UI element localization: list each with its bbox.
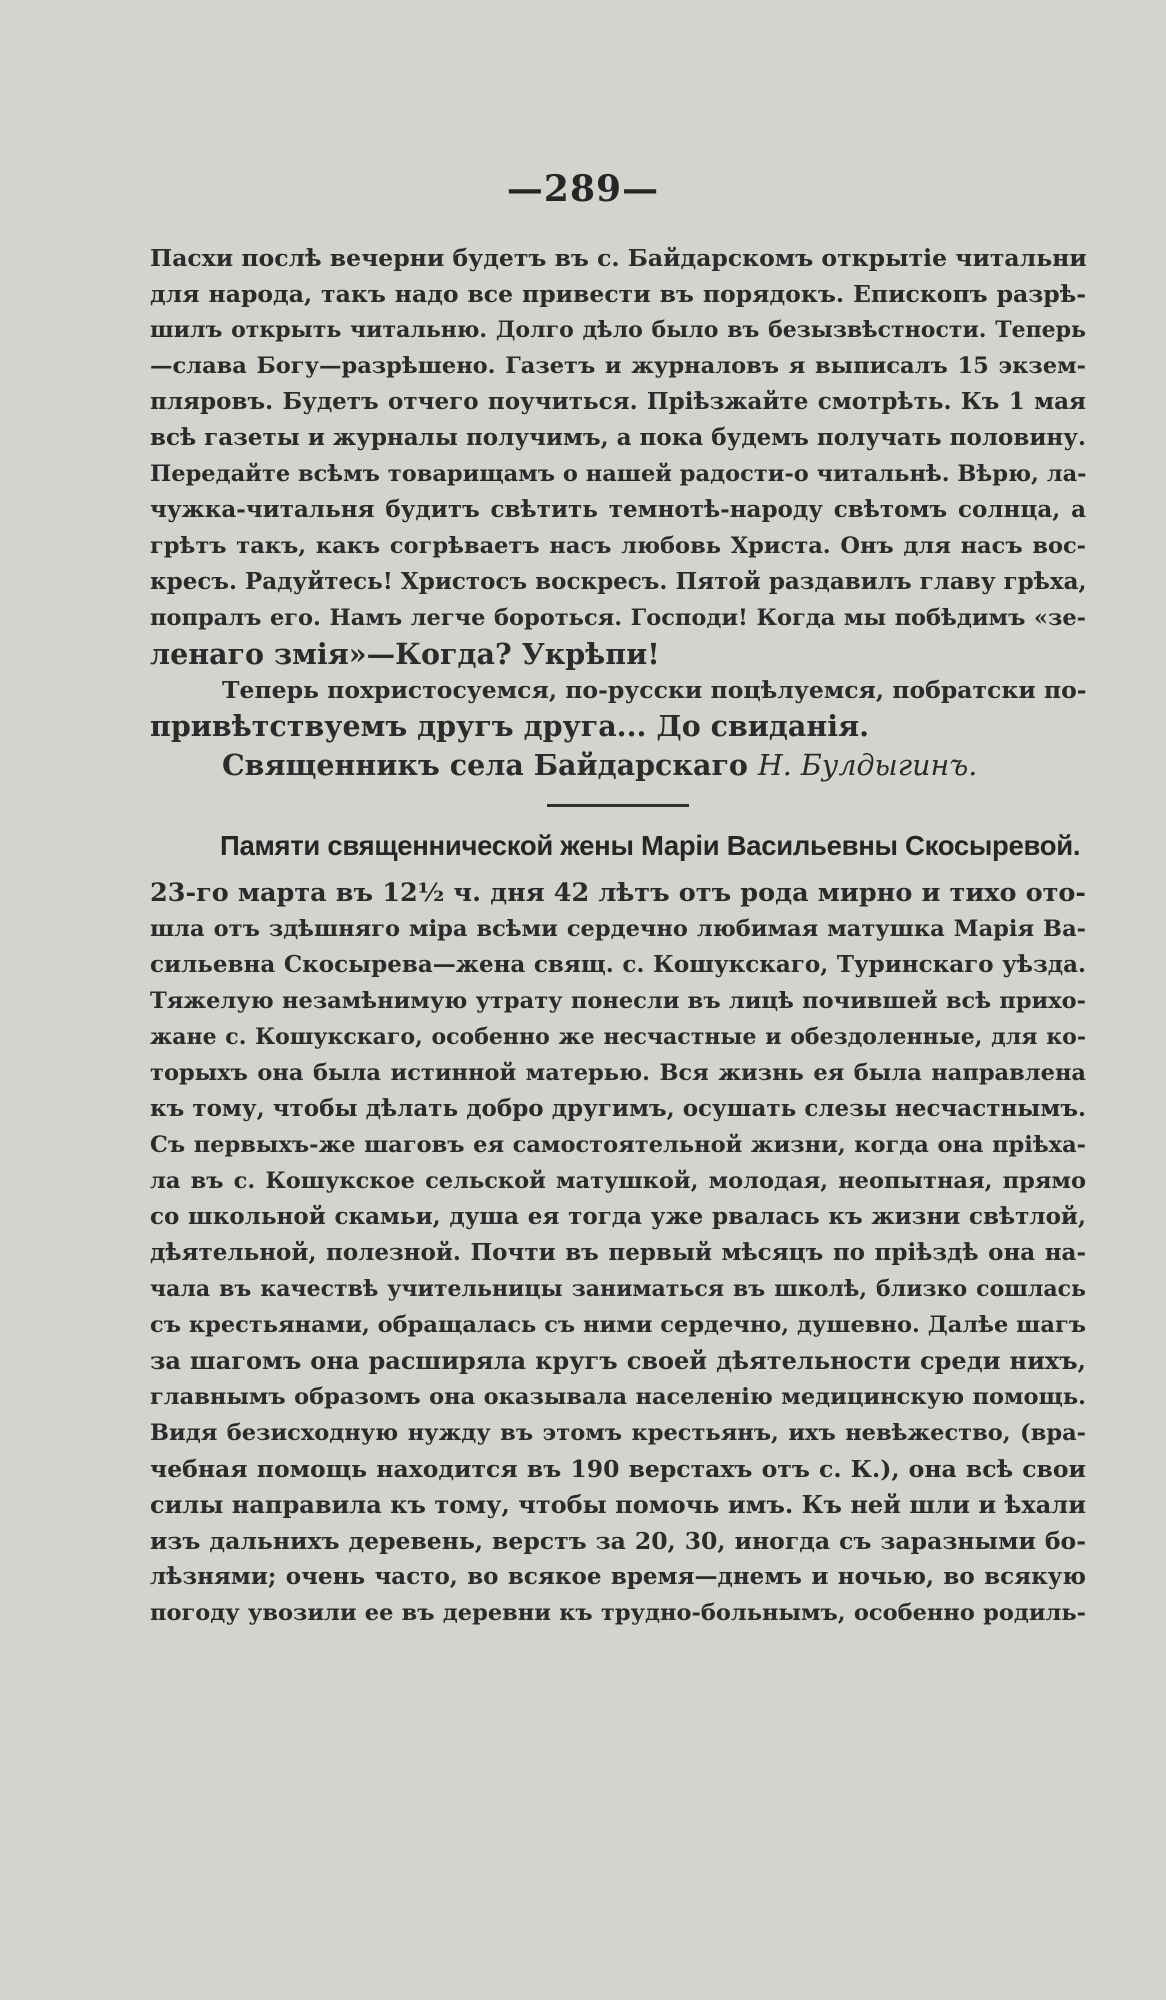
signature-prefix: Священникъ села Байдарскаго (222, 748, 748, 782)
letter-line: всѣ газеты и журналы получимъ, а пока будемъ получать половину. (150, 424, 1086, 451)
letter-line: шилъ открыть читальню. Долго дѣло было въ безызвѣстности. Теперь (150, 317, 1086, 343)
obituary-line: Видя безисходную нужду въ этомъ крестьянъ, ихъ невѣжество, (вра- (150, 1420, 1086, 1446)
obituary-line: чала въ качествѣ учительницы заниматься въ школѣ, близко сошлась (150, 1276, 1086, 1302)
obituary-line: за шагомъ она расширяла кругъ своей дѣятельности среди нихъ, (150, 1346, 1086, 1375)
obituary-line: 23-го марта въ 12½ ч. дня 42 лѣтъ отъ рода мирно и тихо ото- (150, 878, 1086, 908)
obituary-line: шла отъ здѣшняго міра всѣми сердечно любимая матушка Марія Ва- (150, 916, 1086, 942)
obituary-line: жане с. Кошукскаго, особенно же несчастные и обездоленные, для ко- (150, 1024, 1086, 1050)
obituary-line: лѣзнями; очень часто, во всякое время—днемъ и ночью, во всякую (150, 1563, 1086, 1590)
obituary-line: торыхъ она была истинной матерью. Вся жизнь ея была направлена (150, 1060, 1086, 1086)
letter-line: чужка-читальня будитъ свѣтить темнотѣ-народу свѣтомъ солнца, а (150, 496, 1086, 523)
letter-line: для народа, такъ надо все привести въ порядокъ. Епископъ разрѣ- (150, 280, 1086, 308)
obituary-line: изъ дальнихъ деревень, верстъ за 20, 30, иногда съ заразными бо- (150, 1527, 1086, 1555)
obituary-heading: Памяти священнической жены Маріи Васильевны Скосыревой. (220, 830, 1081, 861)
section-divider (547, 804, 689, 807)
letter-signature (222, 748, 1086, 783)
obituary-line: главнымъ образомъ она оказывала населенію медицинскую помощь. (150, 1384, 1086, 1410)
signature-author: Н. Булдыгинъ. (757, 749, 978, 782)
obituary-line: со школьной скамьи, душа ея тогда уже рвалась къ жизни свѣтлой, (150, 1203, 1086, 1230)
letter-line: Пасхи послѣ вечерни будетъ въ с. Байдарскомъ открытіе читальни (150, 244, 1087, 272)
page-number: —289— (506, 168, 660, 210)
obituary-line: съ крестьянами, обращалась съ ними сердечно, душевно. Далѣе шагъ (150, 1312, 1086, 1338)
letter-line: Передайте всѣмъ товарищамъ о нашей радости-о читальнѣ. Вѣрю, ла- (150, 461, 1087, 487)
letter-closing-line: привѣтствуемъ другъ друга... До свиданія. (150, 709, 870, 743)
letter-line: грѣтъ такъ, какъ согрѣваетъ насъ любовь Христа. Онъ для насъ вос- (150, 533, 1086, 559)
obituary-line: ла въ с. Кошукское сельской матушкой, молодая, неопытная, прямо (150, 1168, 1086, 1194)
letter-closing-line: Теперь похристосуемся, по-русски поцѣлуемся, побратски по- (222, 676, 1087, 704)
obituary-line: дѣятельной, полезной. Почти въ первый мѣсяцъ по пріѣздѣ она на- (150, 1239, 1086, 1266)
letter-line: ленаго змія»—Когда? Укрѣпи! (150, 637, 660, 671)
letter-line: —слава Богу—разрѣшено. Газетъ и журналовъ я выписалъ 15 экзем- (150, 353, 1086, 379)
obituary-line: чебная помощь находится въ 190 верстахъ отъ с. К.), она всѣ свои (150, 1455, 1086, 1483)
obituary-line: Съ первыхъ-же шаговъ ея самостоятельной жизни, когда она пріѣха- (150, 1132, 1086, 1158)
letter-line: пляровъ. Будетъ отчего поучиться. Пріѣзжайте смотрѣть. Къ 1 мая (150, 388, 1086, 415)
obituary-line: къ тому, чтобы дѣлать добро другимъ, осушать слезы несчастнымъ. (150, 1095, 1086, 1122)
obituary-line: силы направила къ тому, чтобы помочь имъ. Къ ней шли и ѣхали (150, 1490, 1086, 1519)
letter-line: кресъ. Радуйтесь! Христосъ воскресъ. Пятой раздавилъ главу грѣха, (150, 568, 1087, 595)
obituary-line: Тяжелую незамѣнимую утрату понесли въ лицѣ почившей всѣ прихо- (150, 988, 1086, 1014)
letter-line: попралъ его. Намъ легче бороться. Господи! Когда мы побѣдимъ «зе- (150, 605, 1086, 631)
obituary-line: погоду увозили ее въ деревни къ трудно-больнымъ, особенно родиль- (150, 1600, 1086, 1626)
obituary-line: сильевна Скосырева—жена свящ. с. Кошукскаго, Туринскаго уѣзда. (150, 951, 1086, 978)
